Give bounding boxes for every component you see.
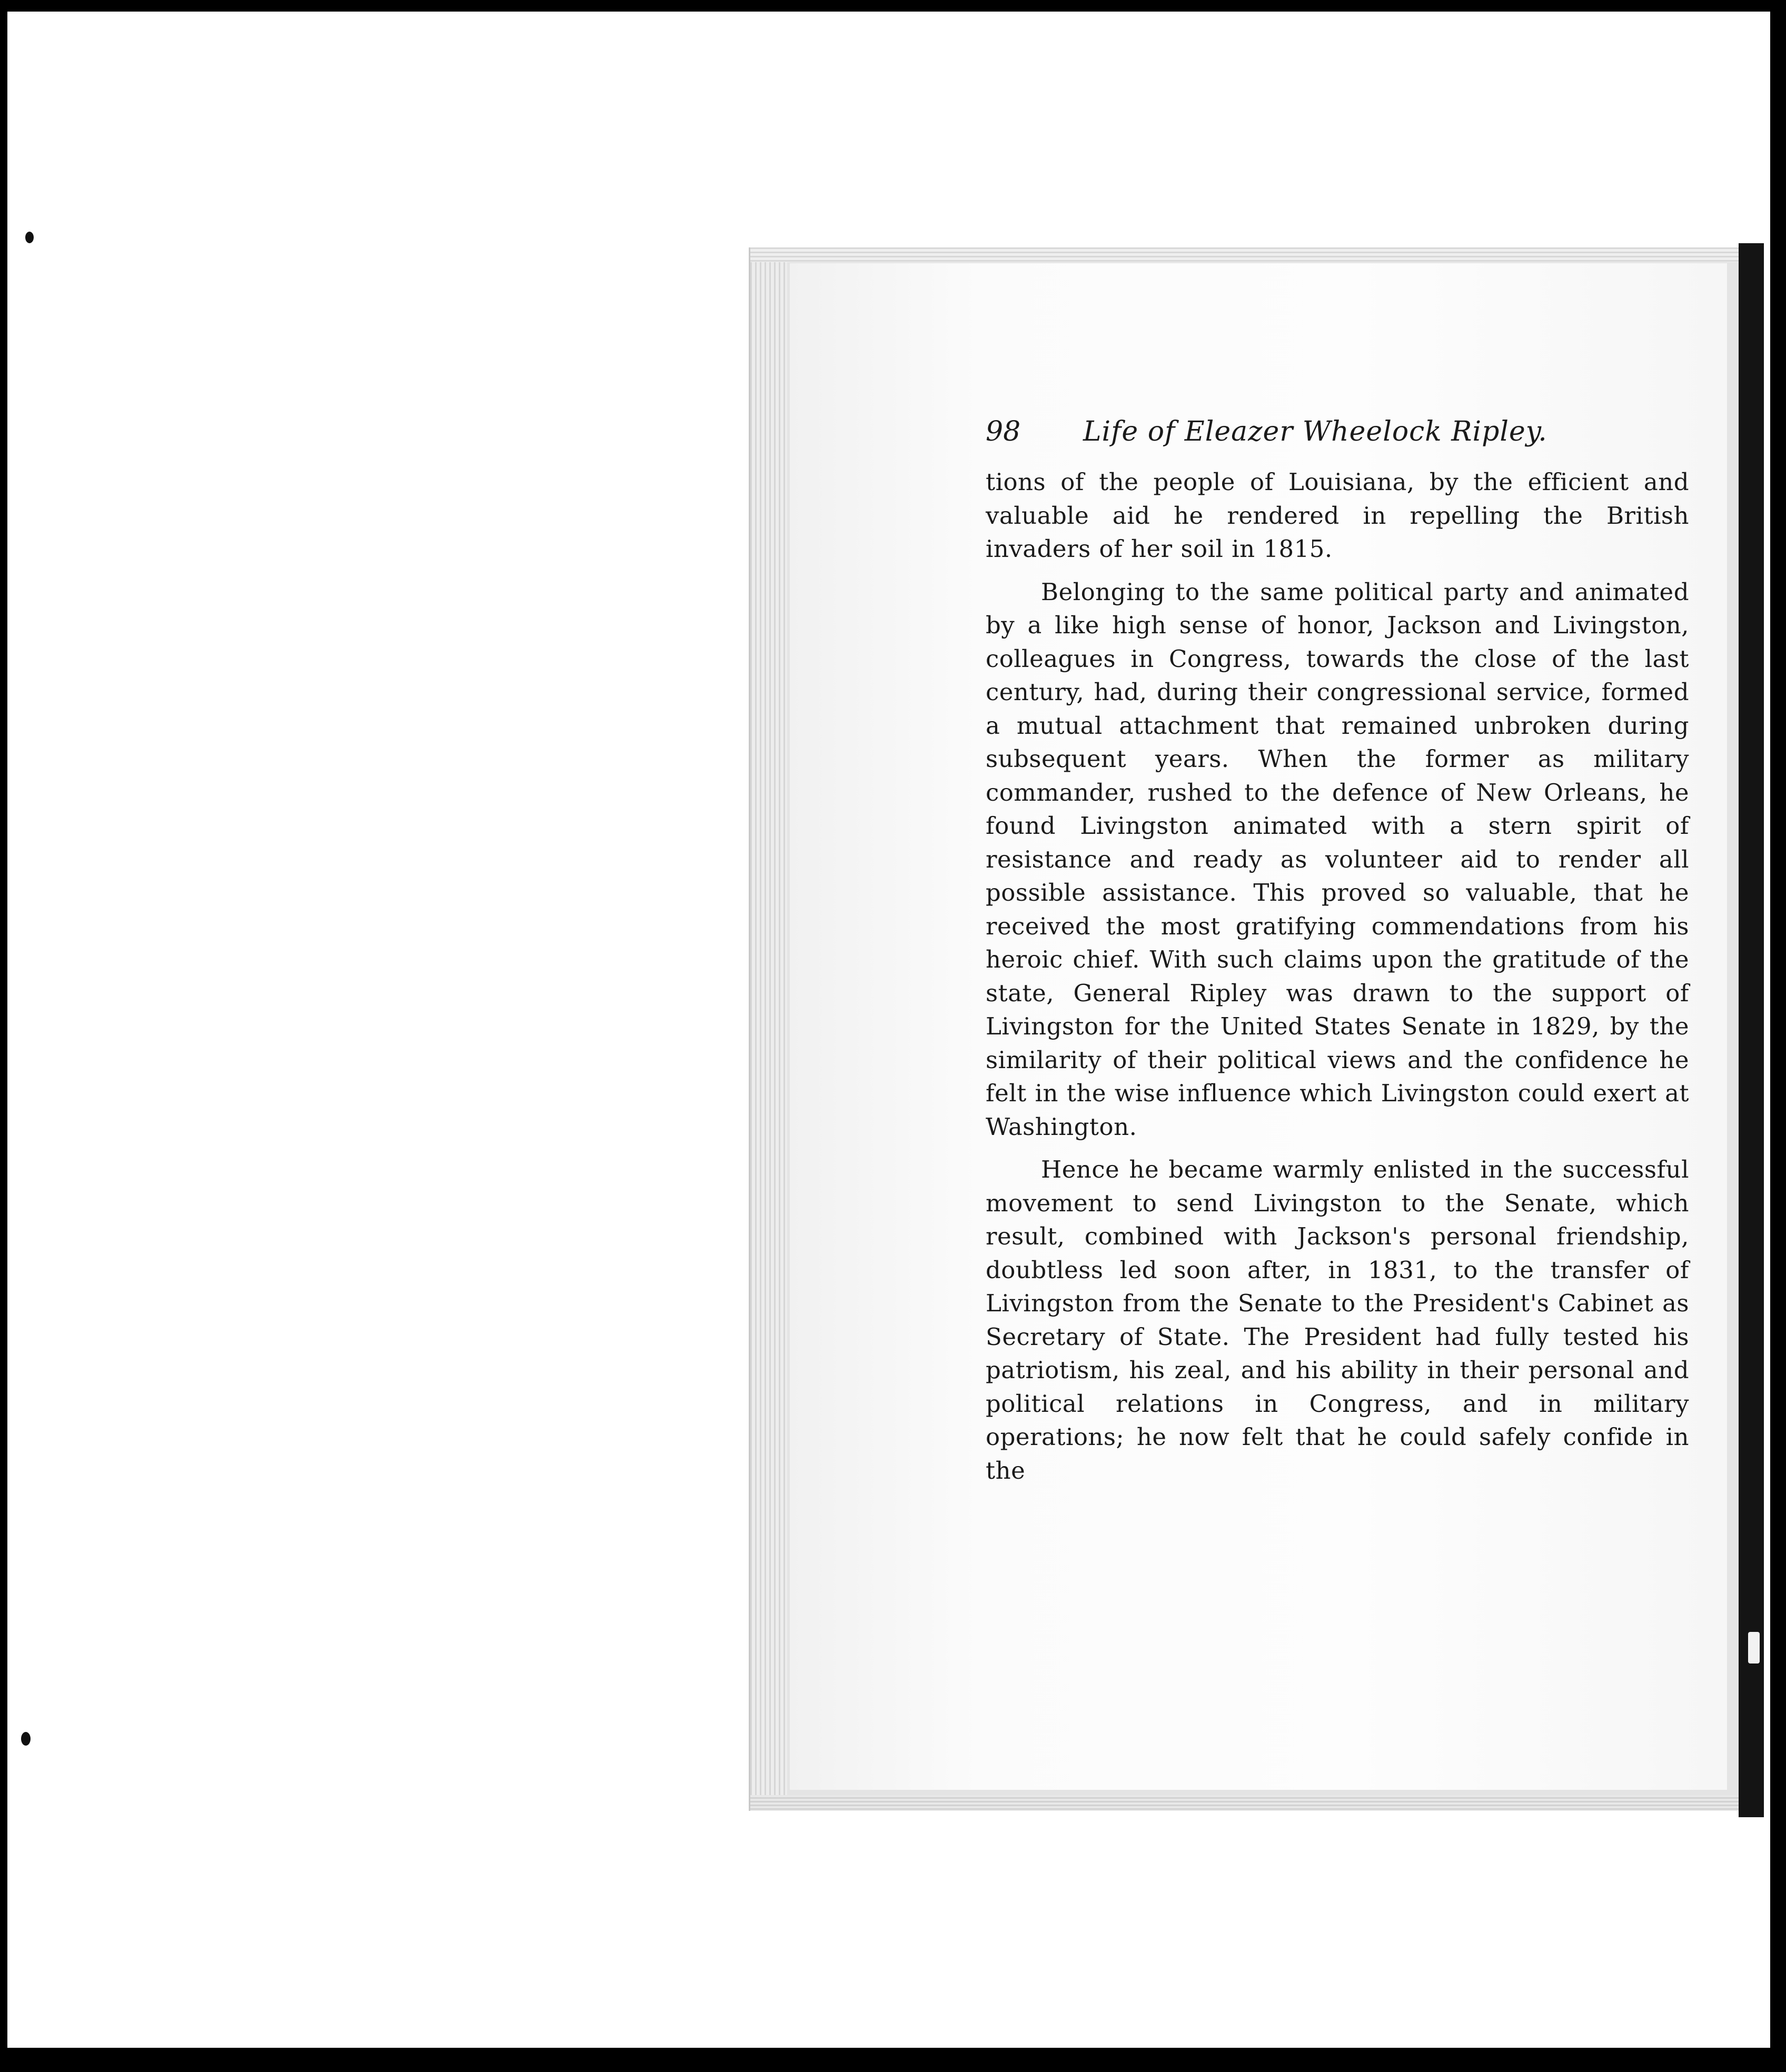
- running-head-title: Life of Eleazer Wheelock Ripley.: [1083, 416, 1547, 447]
- paragraph: Hence he became warmly enlisted in the successful movement to send Livingston to the Senate, which result, combined with Jackson's personal friendship, doubtless led soon after, in 1831, to the transfer of Livingston from the Senate to the President's Cabinet as Secretary of State. The President had fully tested his patriotism, his zeal, and his ability in their personal and political relations in Congress, and in military operations; he now felt that he could safely confide in the: [986, 1155, 1689, 1485]
- running-head: [986, 416, 1689, 447]
- page-edge-bottom: [750, 1795, 1740, 1811]
- body-text: [986, 465, 1689, 1487]
- page-text-block: [986, 416, 1689, 1487]
- scan-speck: [25, 232, 34, 243]
- paragraph-continued: tions of the people of Louisiana, by the efficient and valuable aid he rendered in repelling the British invaders of her soil in 1815.: [986, 468, 1689, 563]
- scan-frame-top: [0, 0, 1786, 12]
- cover-notch: [1748, 1632, 1760, 1663]
- scan-frame-left: [0, 0, 7, 2072]
- scan-speck: [21, 1732, 31, 1746]
- page-number: 98: [986, 416, 1021, 447]
- scan-frame-bottom: [0, 2048, 1786, 2072]
- book-cover-edge: [1739, 243, 1764, 1817]
- page-edge-top: [750, 247, 1740, 262]
- page-edge-left: [750, 247, 787, 1811]
- paragraph: Belonging to the same political party and animated by a like high sense of honor, Jackson and Livingston, colleagues in Congress, towards the close of the last century, had, during their congressional service, formed a mutual attachment that remained unbroken during subsequent years. When the former as military commander, rushed to the defence of New Orleans, he found Livingston animated with a stern spirit of resistance and ready as volunteer aid to render all possible assistance. This proved so valuable, that he received the most gratifying commendations from his heroic chief. With such claims upon the gratitude of the state, General Ripley was drawn to the support of Livingston for the United States Senate in 1829, by the similarity of their political views and the confidence he felt in the wise influence which Livingston could exert at Washington.: [986, 577, 1689, 1141]
- scan-frame-right: [1770, 0, 1786, 2072]
